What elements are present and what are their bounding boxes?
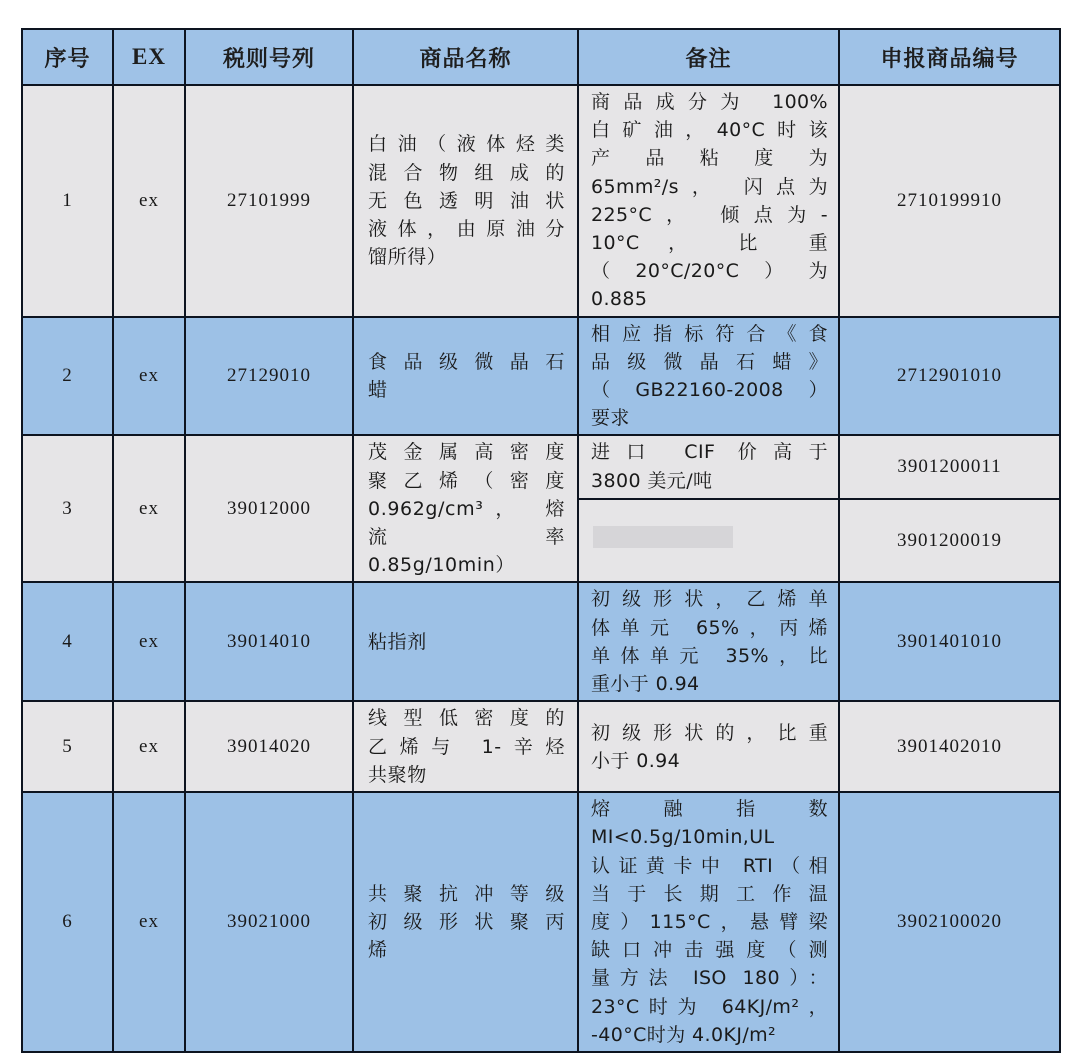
remark-line: 体单元 65%，丙烯: [591, 616, 828, 639]
remark-line: 商品成分为 100%: [591, 91, 828, 113]
cell-code: 3901200011: [839, 435, 1060, 499]
remark-line: 品级微晶石蜡》: [591, 350, 828, 373]
cell-tariff: 27101999: [185, 85, 353, 317]
cell-ex: ex: [113, 435, 185, 582]
name-line: 共聚抗冲等级: [368, 882, 565, 905]
remark-line: 当于长期工作温: [591, 882, 828, 905]
name-line: 液体，由原油分: [368, 217, 565, 240]
remark-line: 65mm²/s， 闪点为: [591, 175, 828, 198]
name-line: 蜡: [368, 379, 388, 402]
redacted-block: [593, 526, 733, 548]
cell-tariff: 39014020: [185, 701, 353, 792]
name-line: 烯: [368, 939, 388, 962]
cell-name: [353, 435, 578, 582]
tariff-table: [21, 28, 1061, 1053]
remark-line: MI<0.5g/10min,UL: [591, 826, 775, 849]
cell-name: [353, 792, 578, 1052]
cell-name: [353, 317, 578, 436]
remark-line: 225°C， 倾点为-: [591, 203, 828, 226]
cell-code: 2710199910: [839, 85, 1060, 317]
cell-seq: 5: [22, 701, 113, 792]
name-line: 馏所得）: [368, 246, 447, 269]
table-row-3: [22, 435, 1060, 499]
remark-line: 0.885: [591, 288, 648, 311]
name-line: 0.962g/cm³， 熔: [368, 497, 565, 520]
remark-line: 单体单元 35%，比: [591, 644, 828, 667]
cell-remark: [578, 85, 839, 317]
name-line: 线型低密度的: [368, 707, 565, 730]
remark-line: 要求: [591, 407, 630, 430]
remark-line: （20°C/20°C）为: [591, 260, 828, 283]
table-row-2: [22, 317, 1060, 436]
cell-seq: 3: [22, 435, 113, 582]
remark-line: 产 品 粘 度 为: [591, 147, 828, 170]
cell-remark: [578, 792, 839, 1052]
cell-code: 3902100020: [839, 792, 1060, 1052]
remark-line: 23°C时为 64KJ/m²，: [591, 995, 828, 1018]
remark-line: 3800 美元/吨: [591, 469, 713, 492]
header-seq: 序号: [22, 29, 113, 85]
header-ex: EX: [113, 29, 185, 85]
name-line: 食品级微晶石: [368, 350, 565, 373]
remark-line: 白矿油，40°C时该: [591, 119, 828, 142]
cell-seq: 1: [22, 85, 113, 317]
remark-line: 进口 CIF 价高于: [591, 441, 828, 464]
name-line: 混合物组成的: [368, 161, 565, 184]
remark-line: 10°C ， 比 重: [591, 232, 828, 255]
cell-seq: 6: [22, 792, 113, 1052]
cell-code: 2712901010: [839, 317, 1060, 436]
name-line: 无色透明油状: [368, 189, 565, 212]
cell-ex: ex: [113, 792, 185, 1052]
table-row-6: [22, 792, 1060, 1052]
name-line: 茂金属高密度: [368, 441, 565, 464]
cell-name: [353, 582, 578, 701]
header-remark: 备注: [578, 29, 839, 85]
cell-tariff: 27129010: [185, 317, 353, 436]
remark-line: 量方法 ISO 180）：: [591, 967, 828, 990]
remark-line: 重小于 0.94: [591, 673, 700, 696]
cell-seq: 2: [22, 317, 113, 436]
remark-line: 相应指标符合《食: [591, 322, 828, 345]
cell-remark: [578, 701, 839, 792]
remark-line: 初级形状，乙烯单: [591, 588, 828, 611]
remark-line: 初级形状的，比重: [591, 721, 828, 744]
remark-line: 度）115°C，悬臂梁: [591, 911, 828, 934]
cell-tariff: 39021000: [185, 792, 353, 1052]
cell-ex: ex: [113, 85, 185, 317]
cell-name: [353, 85, 578, 317]
tariff-table-container: [21, 28, 1059, 1053]
remark-line: 认证黄卡中 RTI（相: [591, 854, 828, 877]
cell-name: [353, 701, 578, 792]
remark-line: -40°C时为 4.0KJ/m²: [591, 1023, 777, 1046]
name-line: 白油（液体烃类: [368, 133, 565, 156]
name-line: 聚乙烯（密度: [368, 469, 565, 492]
name-line: 初级形状聚丙: [368, 911, 565, 934]
name-line: 共聚物: [368, 763, 427, 786]
remark-line: 熔 融 指 数: [591, 798, 828, 821]
cell-ex: ex: [113, 317, 185, 436]
table-row-4: [22, 582, 1060, 701]
name-line: 乙烯与 1-辛烃: [368, 735, 565, 758]
cell-ex: ex: [113, 701, 185, 792]
remark-line: 小于 0.94: [591, 749, 681, 772]
header-tariff: 税则号列: [185, 29, 353, 85]
cell-remark: [578, 435, 839, 499]
cell-seq: 4: [22, 582, 113, 701]
header-row: [22, 29, 1060, 85]
cell-remark: [578, 582, 839, 701]
remark-line: （GB22160-2008）: [591, 379, 828, 402]
name-line: 0.85g/10min）: [368, 554, 515, 577]
cell-code: 3901200019: [839, 499, 1060, 582]
header-name: 商品名称: [353, 29, 578, 85]
table-row-1: [22, 85, 1060, 317]
table-row-5: [22, 701, 1060, 792]
cell-ex: ex: [113, 582, 185, 701]
cell-tariff: 39012000: [185, 435, 353, 582]
cell-remark: [578, 317, 839, 436]
cell-code: 3901401010: [839, 582, 1060, 701]
name-line: 粘指剂: [368, 630, 427, 653]
remark-line: 缺口冲击强度（测: [591, 939, 828, 962]
cell-tariff: 39014010: [185, 582, 353, 701]
name-line: 流 率: [368, 526, 565, 549]
header-code: 申报商品编号: [839, 29, 1060, 85]
cell-code: 3901402010: [839, 701, 1060, 792]
cell-remark-empty: [578, 499, 839, 582]
